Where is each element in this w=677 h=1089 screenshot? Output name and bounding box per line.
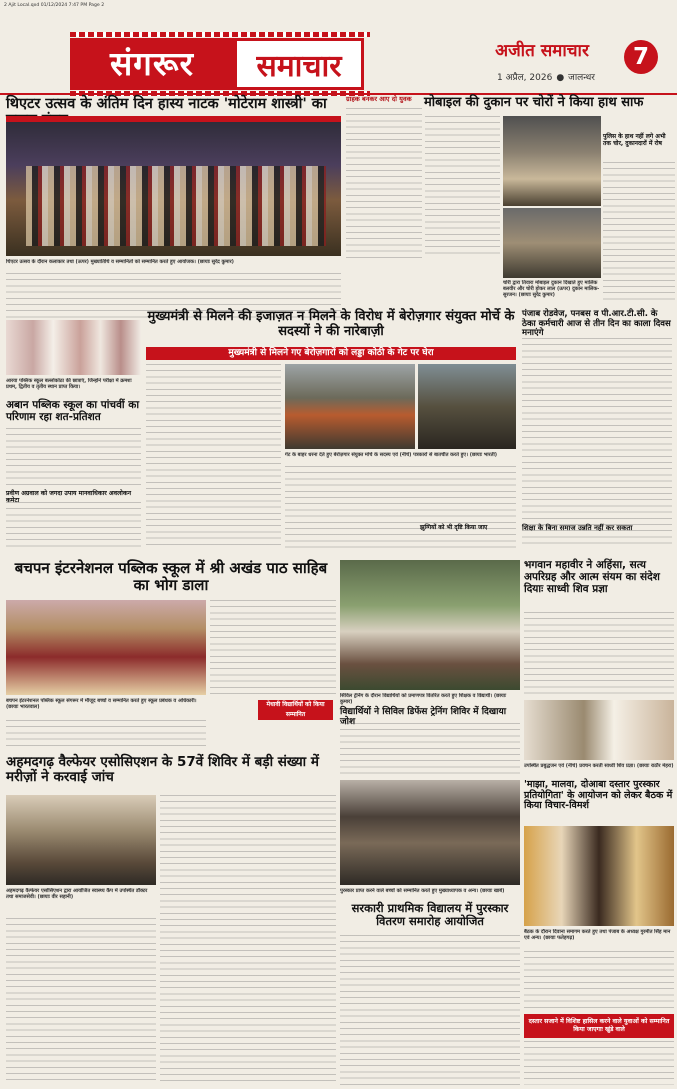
abaan-body-2: [6, 502, 141, 547]
cm-headline: मुख्यमंत्री से मिलने की इजाज़त न मिलने के विरोध में बेरोज़गार संयुक्त मोर्चे के सदस्यों ने की नारेबाज़ी: [147, 309, 515, 339]
ahmedabad-headline: अहमदगढ़ वैल्फेयर एसोसिएशन के 57वें शिविर में बड़ी संख्या में मरीज़ों ने करवाई जांच: [6, 754, 319, 786]
ahmedabad-body: [160, 795, 336, 1085]
mobile-headline: मोबाइल की दुकान पर चोरों ने किया हाथ साफ: [424, 95, 644, 110]
abaan-photo-caption: आरया पब्लिक स्कूल बल्लोकोठा की छात्राएं, जिन्होंने परीक्षा में क्रमशः प्रथम, द्वितीय व तृतीय स्थान प्राप्त किया।: [6, 378, 132, 391]
civil-headline: विद्यार्थियों ने सिविल डिफेंस ट्रेनिंग शिविर में दिखाया जोश: [340, 707, 507, 728]
cm-subhead: मुख्यमंत्री से मिलने गए बेरोज़गारों को लड्डा कोठी के गेट पर घेरा: [146, 347, 516, 360]
ahmedabad-caption: अहमदगढ़ वैल्फेयर एसोसिएशन द्वारा आयोजित स्वास्थ्य कैंप में उपस्थित डॉक्टर तथा समाजसेवी। (छायाः वीर सहानी): [6, 888, 148, 901]
cm-photo-2: [418, 364, 516, 449]
mobile-body-2: [603, 162, 675, 302]
buyer-headline: ग्राहक बनकर आए दो युवक: [346, 95, 412, 103]
bachpan-body: [6, 720, 206, 750]
civil-caption: सिविल ट्रेनिंग के दौरान विद्यार्थियों को प्रमाणपत्र वितरित करते हुए शिक्षक व विद्यार्थी। (छायाः कुमार): [340, 693, 507, 705]
bachpan-headline: बचपन इंटरनेशनल पब्लिक स्कूल में श्री अखंड पाठ साहिब का भोग डाला: [14, 559, 328, 594]
mobile-caption: चोरी द्वारा तिवारा मोबाइल दुकान दिखाते हुए मालिक बलवीर और चोरी होकर लाल (ऊपर) दुकान मालिक-सुरजन। (छायाः सुरेंद्र कुमार): [503, 280, 600, 299]
bachpan-photo: [6, 600, 206, 695]
school-body: [340, 935, 520, 1085]
dateline: 1 अप्रैल, 2026 ● जालन्धर: [497, 73, 595, 83]
bachpan-box: मेधावी विद्यार्थियों को किया सम्मानित: [258, 700, 333, 720]
buyer-body: [346, 108, 422, 258]
school-photo-caption: पुरस्कार प्राप्त करने वाले बच्चों को सम्मानित करते हुए मुख्याध्यापक व अन्य। (छायाः खाबे): [340, 888, 505, 894]
masthead-part1: संगरूर: [70, 38, 234, 90]
mahavir-caption: उपस्थित प्रबुद्धजन एवं (नीचे) प्रवचन करती साध्वी शिव प्रज्ञा। (छायाः राठौर मेहरा): [524, 763, 674, 769]
abaan-body: [6, 428, 141, 488]
mobile-sidebar: पुलिस के हाथ नहीं लगे अभी तक चोर, दुकानदारों में रोष: [603, 133, 666, 147]
city: जालन्धर: [568, 73, 595, 83]
cm-caption: गेट के बाहर धरना देते हुए बेरोज़गार संयुक्त मोर्चे के सदस्य एवं (नीचे) पत्रकारों से बातचीत करते हुए। (छायाः भारती): [285, 452, 498, 458]
punjab-headline: पंजाब रोडवेज, पनबस व पी.आर.टी.सी. के ठेका कर्मचारी आज से तीन दिन का काला दिवस मनाएंगे: [522, 309, 671, 339]
dastar-photo: [524, 826, 674, 926]
masthead-pattern: [70, 32, 370, 37]
bachpan-body-2: [210, 600, 336, 695]
page-number: 7: [624, 40, 658, 74]
school-headline: सरकारी प्राथमिक विद्यालय में पुरस्कार वितरण समारोह आयोजित: [351, 901, 509, 928]
school-photo: [340, 780, 520, 885]
dastar-headline: 'माझा, मालवा, दोआबा दस्तार पुरस्कार प्रतियोगिता' के आयोजन को लेकर बैठक में किया विचार-विमर्श: [524, 779, 673, 812]
ahmedabad-body-2: [6, 918, 156, 1085]
brand-logo: अजीत समाचार: [495, 41, 589, 61]
abaan-subhead: प्रवीण अग्रवाल को जगदा उपाय मानवाधिकार अवलोकन कमेटा: [6, 490, 132, 504]
mobile-body-1: [425, 116, 500, 256]
theatre-photo: [6, 116, 341, 256]
dastar-caption: बैठक के दौरान दिवाना समागम करते हुए तथा पंजाब के अध्यक्ष गुरमीत सिंह मान एवं अन्य। (छायाः फतेहगढ़): [524, 929, 671, 942]
file-info: 2 Ajit Local.qxd 01/12/2024 7:47 PM Page 2: [4, 3, 105, 8]
cm-body-2: [285, 466, 516, 549]
abaan-headline: अबान पब्लिक स्कूल का पांचवीं का परिणाम रहा शत-प्रतिशत: [6, 399, 140, 423]
theatre-caption: थिएटर उत्सव के दौरान कलाकार तथा (ऊपर) मुख्यातिथि व सम्मानितों को सम्मानित करते हुए आयोजक। (छायाः सुरेंद्र कुमार): [6, 259, 234, 265]
punjab-body: [522, 338, 672, 549]
jhugg-headline: झुग्गियों को भी दृष्टि किया जाए: [420, 524, 488, 531]
dastar-body: [524, 951, 674, 1011]
date: 1 अप्रैल, 2026: [497, 73, 553, 83]
mahavir-headline: भगवान महावीर ने अहिंसा, सत्य अपरिग्रह और आत्म संयम का संदेश दियाः साध्वी शिव प्रज्ञा: [524, 559, 660, 595]
masthead-part2: समाचार: [234, 38, 364, 90]
cm-body: [146, 364, 281, 549]
mobile-photo-top: [503, 116, 601, 206]
mahavir-body: [524, 612, 674, 697]
bachpan-caption: बचपन इंटरनेशनल पब्लिक स्कूल संगरूर में मौजूद बच्चों व सम्मानित करते हुए स्कूल प्रबंधक व अधिकारी। (छायाः भारतवाल): [6, 698, 197, 711]
abaan-photo: [6, 320, 141, 375]
cm-photo-1: [285, 364, 415, 449]
civil-body: [340, 723, 520, 778]
theatre-headline: थिएटर उत्सव के अंतिम दिन हास्य नाटक 'मोटेराम शास्त्री' का: [6, 96, 327, 112]
education-headline: शिक्षा के बिना समाज उन्नति नहीं कर सकता: [522, 524, 633, 532]
dastar-box: दस्तार सजाने में विशिष्ट हासिल करने वाले युवाओं को सम्मानित किया जाएगाः खुंडे वाले: [524, 1014, 674, 1038]
civil-photo: [340, 560, 520, 690]
ahmedabad-photo: [6, 795, 156, 885]
dastar-body-2: [524, 1041, 674, 1085]
mobile-photo-bottom: [503, 208, 601, 278]
mahavir-photo: [524, 700, 674, 760]
